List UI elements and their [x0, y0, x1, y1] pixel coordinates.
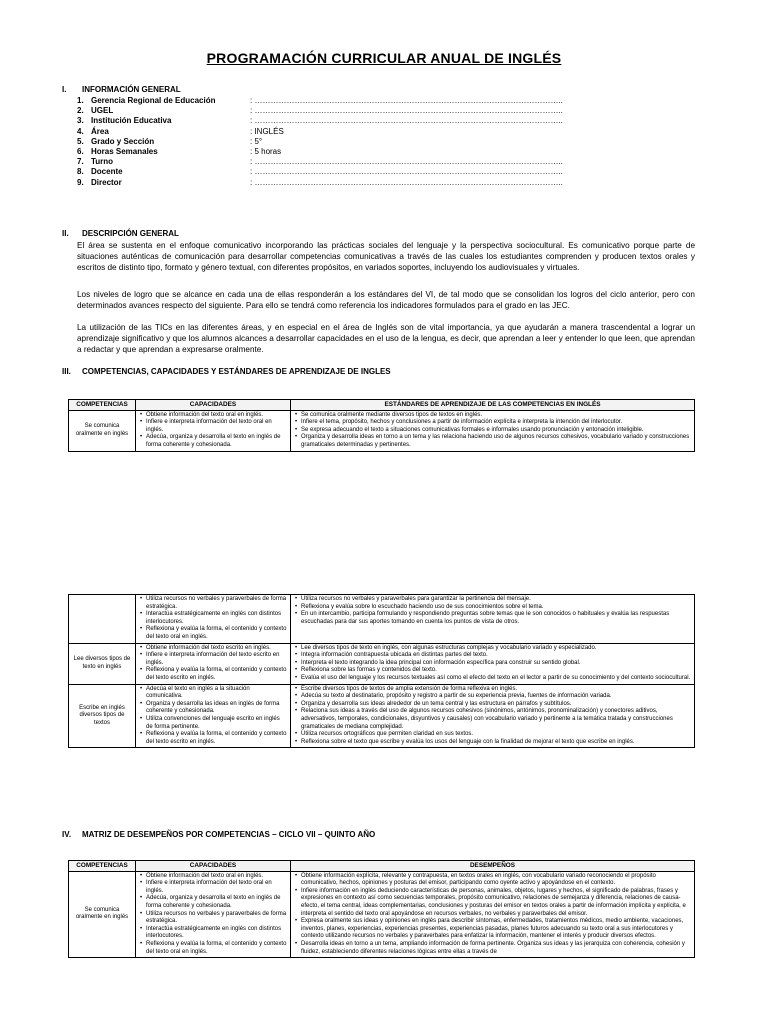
list-item: • Interpreta el texto integrando la idea principal con información específica para construir su sentido global. — [301, 660, 692, 668]
info-number: 5. — [77, 136, 84, 146]
info-row — [77, 127, 563, 137]
list-item: • Infiere e interpreta información del texto escrito en inglés. — [146, 652, 288, 667]
info-number: 3. — [77, 116, 84, 126]
list-item: • Adecúa, organiza y desarrolla el texto en inglés de forma coherente y cohesionada. — [146, 434, 288, 449]
column-header: COMPETENCIAS — [69, 400, 136, 411]
list-item: • Se expresa adecuando el texto a situaciones comunicativas formales e informales usando pronunciación y entonación inteligible. — [301, 427, 692, 435]
standards-table — [68, 399, 695, 452]
list-item: • Obtiene información del texto escrito en inglés. — [146, 645, 288, 653]
info-label: UGEL — [91, 106, 114, 116]
competency-cell: Se comunica oralmente en inglés — [69, 410, 136, 451]
standards-cell — [291, 684, 695, 748]
table-row — [69, 871, 695, 958]
info-label: Grado y Sección — [91, 136, 155, 146]
list-item: • Utiliza recursos no verbales y paraverbales de forma estratégica. — [146, 911, 288, 926]
list-item: • Expresa oralmente sus ideas y opiniones en inglés para describir síntomas, enfermedades, tratamientos médicos, medio ambiente, vacaciones, inventos, planes, experiencias, experiencias presentes, experiencias pasadas, planes futuros adecuando su texto oral a sus interlocutores y contexto utilizando recursos no verbales y paraverbales para enfatizar la información, mantener el interés y producir diversos efectos. — [301, 918, 692, 941]
info-number: 9. — [77, 177, 84, 187]
general-info-list — [77, 96, 563, 188]
info-label: Gerencia Regional de Educación — [91, 96, 216, 105]
section-heading-3 — [62, 367, 391, 376]
standards-cell — [291, 595, 695, 644]
capacities-cell — [136, 410, 291, 451]
list-item: • Evalúa el uso del lenguaje y los recursos textuales así como el efecto del texto en el lector a partir de su conocimiento y del contexto sociocultural. — [301, 675, 692, 683]
description-paragraph: La utilización de las TICs en las diferentes áreas, y en especial en el área de Inglés son de vital importancia, ya que ayudarán a manera trascendental a lograr un aprendizaje significativo y que los alumnos alcances a desarrollar capacidades en el uso de la lengua, es decir, que aprendan a leer y entender lo que leen, que aprendan a redactar y que aprendan a expresarse oralmente. — [77, 323, 695, 355]
section-number: II. — [62, 229, 69, 238]
table-row — [69, 410, 695, 451]
page-title: PROGRAMACIÓN CURRICULAR ANUAL DE INGLÉS — [206, 50, 562, 66]
competency-cell: Se comunica oralmente en inglés — [69, 871, 136, 958]
info-number: 8. — [77, 167, 84, 177]
standards-cell — [291, 410, 695, 451]
capacities-cell — [136, 684, 291, 748]
info-number: 1. — [77, 96, 84, 105]
info-row — [77, 137, 563, 147]
list-item: • Se comunica oralmente mediante diversos tipos de textos en inglés. — [301, 412, 692, 420]
info-number: 7. — [77, 157, 84, 167]
performance-matrix-table — [68, 860, 695, 958]
list-item: • Reflexiona y evalúa la forma, el contenido y contexto del texto oral en inglés. — [146, 941, 288, 956]
column-header: ESTÁNDARES DE APRENDIZAJE DE LAS COMPETENCIAS EN INGLÉS — [291, 400, 695, 411]
info-label: Área — [91, 126, 109, 136]
info-value: : …………………………………………………………………………………………………….. — [250, 167, 563, 177]
list-item: • Adecúa, organiza y desarrolla el texto en inglés de forma coherente y cohesionada. — [146, 895, 288, 910]
section-number: IV. — [62, 830, 72, 839]
list-item: • Reflexiona y evalúa la forma, el contenido y contexto del texto escrito en inglés. — [146, 667, 288, 682]
list-item: • Obtiene información del texto oral en inglés. — [146, 412, 288, 420]
list-item: • Infiere e interpreta información del texto oral en inglés. — [146, 419, 288, 434]
info-value: : …………………………………………………………………………………………………….. — [250, 106, 563, 116]
info-label: Docente — [91, 167, 123, 177]
list-item: • Reflexiona y evalúa la forma, el contenido y contexto del texto oral en inglés. — [146, 626, 288, 641]
capacities-cell — [136, 595, 291, 644]
list-item: • Utiliza recursos no verbales y paraverbales para garantizar la pertinencia del mensaje. — [301, 596, 692, 604]
info-value: : …………………………………………………………………………………………………….. — [250, 157, 563, 167]
info-label: Director — [91, 177, 122, 187]
info-value: : 5 horas — [250, 147, 282, 157]
section-heading-4 — [62, 830, 375, 839]
list-item: • Adecúa su texto al destinatario, propósito y registro a partir de su experiencia previa, fuentes de información variada. — [301, 693, 692, 701]
table-header-row — [69, 400, 695, 411]
column-header: DESEMPEÑOS — [291, 861, 695, 872]
list-item: • Utiliza recursos no verbales y paraverbales de forma estratégica. — [146, 596, 288, 611]
capacities-cell — [136, 871, 291, 958]
section-number: I. — [62, 85, 67, 94]
list-item: • Infiere el tema, propósito, hechos y conclusiones a partir de información explícita e interpreta la intención del interlocutor. — [301, 419, 692, 427]
info-row — [77, 167, 563, 177]
list-item: • Adecúa el texto en inglés a la situación comunicativa. — [146, 686, 288, 701]
list-item: • Relaciona sus ideas a través del uso de algunos recursos cohesivos (sinónimos, antónimos, pronominalización) y conectores aditivos, adversativos, temporales, condicionales, disyuntivos y causales) con vocabulario variado y pertinente a la temática tratada y construcciones gramaticales de mediana complejidad. — [301, 708, 692, 731]
section-title: MATRIZ DE DESEMPEÑOS POR COMPETENCIAS – CICLO VII – QUINTO AÑO — [82, 830, 376, 839]
info-row — [77, 116, 563, 126]
column-header: CAPACIDADES — [136, 861, 291, 872]
info-number: 4. — [77, 126, 84, 136]
info-row — [77, 157, 563, 167]
info-value: : …………………………………………………………………………………………………….. — [250, 96, 563, 105]
info-value: : …………………………………………………………………………………………………….. — [250, 177, 563, 187]
list-item: • Reflexiona sobre el texto que escribe y evalúa los usos del lenguaje con la finalidad de mejorar el texto que escribe en inglés. — [301, 739, 692, 747]
competency-cell — [69, 595, 136, 644]
list-item: • Integra información contrapuesta ubicada en distintas partes del texto. — [301, 652, 692, 660]
section-heading-2 — [62, 229, 179, 238]
section-title: COMPETENCIAS, CAPACIDADES Y ESTÁNDARES DE APRENDIZAJE DE INGLES — [82, 367, 391, 376]
table-row — [69, 643, 695, 684]
performances-cell — [291, 871, 695, 958]
column-header: CAPACIDADES — [136, 400, 291, 411]
section-number: III. — [62, 367, 71, 376]
description-paragraph: Los niveles de logro que se alcance en cada una de ellas responderán a los estándares del VI, de tal modo que se consolidan los logros del ciclo anterior, pero con determinados avances respecto del siguiente. Para ello se tendrá como referencia los indicadores formulados para el grado en las JEC. — [77, 290, 695, 311]
table-row — [69, 595, 695, 644]
list-item: • Interactúa estratégicamente en inglés con distintos interlocutores. — [146, 611, 288, 626]
info-row — [77, 106, 563, 116]
list-item: • Lee diversos tipos de texto en inglés, con algunas estructuras complejas y vocabulario variado y especializado. — [301, 645, 692, 653]
info-value: : 5° — [250, 136, 263, 146]
list-item: • Reflexiona y evalúa sobre lo escuchado haciendo uso de sus conocimientos sobre el tema. — [301, 604, 692, 612]
column-header: COMPETENCIAS — [69, 861, 136, 872]
standards-cell — [291, 643, 695, 684]
info-number: 6. — [77, 147, 84, 157]
list-item: • Infiere información en inglés deduciendo características de personas, animales, objetos, lugares y hechos, el significado de palabras, frases y expresiones en contexto así como secuencias temporales, propósito comunicativo, relaciones de semejanza y diferencia, relaciones de causa-efecto, el tema central, ideas complementarias, conclusiones y posturas del emisor en textos orales a partir de información implícita y explícita, e interpreta el sentido del texto oral apoyándose en recursos verbales, no verbales y paraverbales del emisor. — [301, 888, 692, 918]
info-value: : …………………………………………………………………………………………………….. — [250, 116, 563, 126]
section-title: DESCRIPCIÓN GENERAL — [82, 229, 179, 238]
info-number: 2. — [77, 106, 84, 116]
list-item: • Organiza y desarrolla ideas en torno a un tema y las relaciona haciendo uso de algunos recursos cohesivos, vocabulario variado y construcciones gramaticales determinadas y pertinentes. — [301, 434, 692, 449]
info-label: Turno — [91, 157, 114, 167]
list-item: • Utiliza convenciones del lenguaje escrito en inglés de forma pertinente. — [146, 716, 288, 731]
list-item: • En un intercambio, participa formulando y respondiendo preguntas sobre temas que le son conocidos o habituales y evalúa las respuestas escuchadas para dar sus aportes tomando en cuenta los puntos de vista de otros. — [301, 611, 692, 626]
list-item: • Obtiene información explícita, relevante y contrapuesta, en textos orales en inglés, con vocabulario variado reconociendo el propósito comunicativo, hechos, opiniones y posturas del emisor, participando como oyente activo y apoyándose en el contexto. — [301, 873, 692, 888]
table-header-row — [69, 861, 695, 872]
info-row — [77, 96, 563, 106]
section-title: INFORMACIÓN GENERAL — [82, 85, 181, 94]
capacities-cell — [136, 643, 291, 684]
list-item: • Infiere e interpreta información del texto oral en inglés. — [146, 880, 288, 895]
info-value: : INGLÉS — [250, 126, 284, 136]
description-paragraph: El área se sustenta en el enfoque comunicativo incorporando las prácticas sociales del lenguaje y la perspectiva sociocultural. Es comunicativo porque parte de situaciones auténticas de comunicación para desarrollar competencias comunicativas a través de las cuales los estudiantes comprenden y producen textos orales y escritos de distinto tipo, formato y género textual, con diferentes propósitos, en variados soportes, incluyendo los audiovisuales y virtuales. — [77, 241, 695, 273]
list-item: • Utiliza recursos ortográficos que permiten claridad en sus textos. — [301, 731, 692, 739]
competency-cell: Lee diversos tipos de texto en inglés — [69, 643, 136, 684]
list-item: • Reflexiona y evalúa la forma, el contenido y contexto del texto escrito en inglés. — [146, 731, 288, 746]
info-row — [77, 178, 563, 188]
list-item: • Obtiene información del texto oral en inglés. — [146, 873, 288, 881]
competency-cell: Escribe en inglés diversos tipos de textos — [69, 684, 136, 748]
section-heading-1 — [62, 85, 181, 94]
list-item: • Escribe diversos tipos de textos de amplia extensión de forma reflexiva en inglés. — [301, 686, 692, 694]
list-item: • Organiza y desarrolla las ideas en inglés de forma coherente y cohesionada. — [146, 701, 288, 716]
list-item: • Organiza y desarrolla sus ideas alrededor de un tema central y las estructura en párrafos y subtítulos. — [301, 701, 692, 709]
list-item: • Desarrolla ideas en torno a un tema, ampliando información de forma pertinente. Organiza sus ideas y las jerarquiza con coherencia, cohesión y fluidez, estableciendo diferentes relaciones lógicas entre ellas a través de — [301, 941, 692, 956]
info-label: Institución Educativa — [91, 116, 172, 126]
info-row — [77, 147, 563, 157]
standards-table-continued — [68, 594, 695, 748]
table-row — [69, 684, 695, 748]
list-item: • Interactúa estratégicamente en inglés con distintos interlocutores. — [146, 926, 288, 941]
info-label: Horas Semanales — [91, 147, 158, 157]
list-item: • Reflexiona sobre las formas y contenidos del texto. — [301, 667, 692, 675]
